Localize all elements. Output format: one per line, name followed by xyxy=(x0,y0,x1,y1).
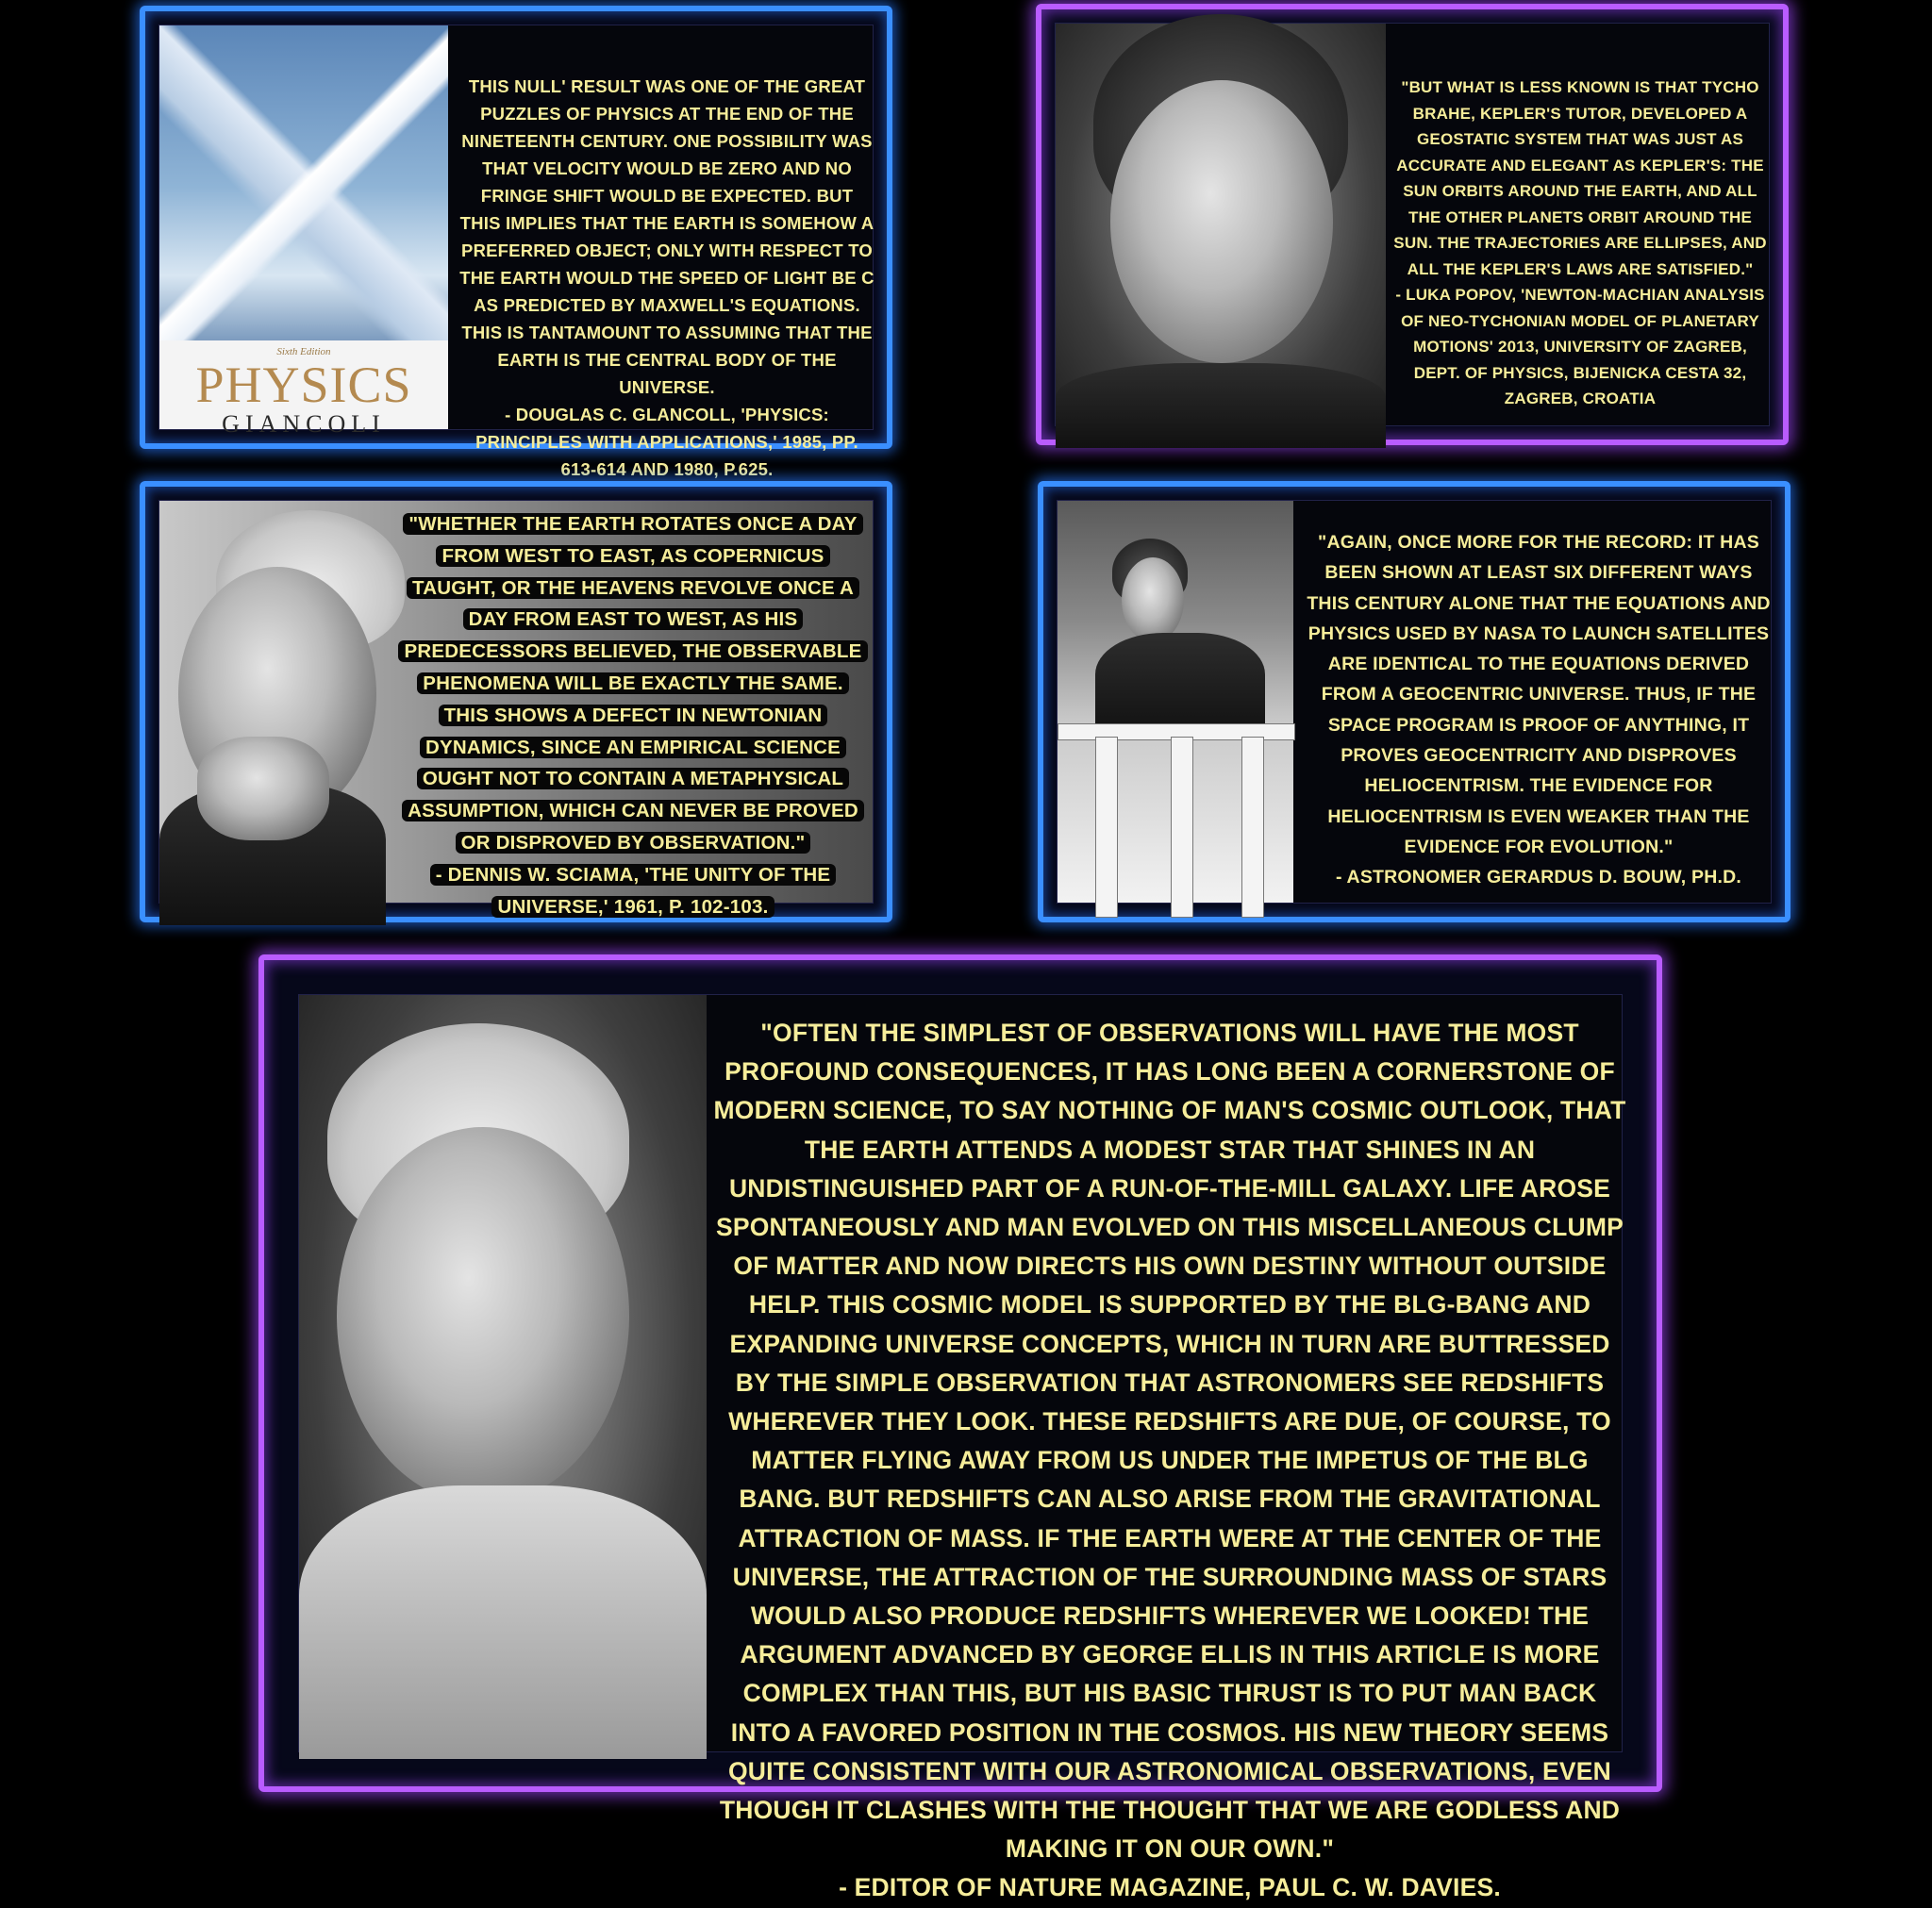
quote-attribution: - DOUGLAS C. GLANCOLL, 'PHYSICS: PRINCIPLES WITH APPLICATIONS,' 1985, PP. 613-614 AND 1980, P.625. xyxy=(475,405,858,479)
portrait-shoulders xyxy=(1056,363,1386,448)
portrait-face xyxy=(1110,80,1333,363)
quote-text-block xyxy=(397,508,869,922)
quote-attribution: - DENNIS W. SCIAMA, 'THE UNITY OF THE UNIVERSE,' 1961, P. 102-103. xyxy=(430,864,837,918)
portrait-face xyxy=(337,1127,629,1504)
portrait-shirt xyxy=(299,1485,707,1759)
quote-text: "WHETHER THE EARTH ROTATES ONCE A DAY FROM WEST TO EAST, AS COPERNICUS TAUGHT, OR THE HEAVENS REVOLVE ONCE A DAY FROM EAST TO WEST, AS HIS PREDECESSORS BELIEVED, THE OBSERVABLE PHENOMENA WILL BE EXACTLY THE SAME. THIS SHOWS A DEFECT IN NEWTONIAN DYNAMICS, SINCE AN EMPIRICAL SCIENCE OUGHT NOT TO CONTAIN A METAPHYSICAL ASSUMPTION, WHICH CAN NEVER BE PROVED OR DISPROVED BY OBSERVATION." xyxy=(398,513,867,854)
quote-card-popov xyxy=(1036,4,1789,445)
quote-card-davies xyxy=(258,954,1662,1902)
quote-card-sciama xyxy=(140,481,892,922)
quote-attribution: - ASTRONOMER GERARDUS D. BOUW, PH.D. xyxy=(1335,867,1742,888)
bouw-portrait xyxy=(1058,501,1293,903)
card-inner xyxy=(158,25,874,479)
quote-card-giancoli xyxy=(140,6,892,479)
card-inner xyxy=(1057,500,1772,904)
quote-text-block xyxy=(1303,527,1774,893)
quote-text-block xyxy=(459,73,874,483)
book-author: GIANCOLI xyxy=(222,410,386,438)
portrait-face xyxy=(1122,557,1184,642)
physics-book-cover xyxy=(159,25,448,438)
quote-text-block xyxy=(712,1014,1627,1908)
book-edition: Sixth Edition xyxy=(276,346,331,357)
porch-post xyxy=(1095,737,1118,918)
quote-card-bouw xyxy=(1038,481,1790,922)
quote-attribution: - LUKA POPOV, 'NEWTON-MACHIAN ANALYSIS OF NEO-TYCHONIAN MODEL OF PLANETARY MOTIONS' 2013, UNIVERSITY OF ZAGREB, DEPT. OF PHYSICS, BIJENICKA CESTA 32, ZAGREB, CROATIA xyxy=(1395,286,1765,407)
book-title: PHYSICS xyxy=(195,357,412,413)
porch-post xyxy=(1241,737,1264,918)
quote-text: "BUT WHAT IS LESS KNOWN IS THAT TYCHO BRAHE, KEPLER'S TUTOR, DEVELOPED A GEOSTATIC SYSTEM THAT WAS JUST AS ACCURATE AND ELEGANT AS KEPLER'S: THE SUN ORBITS AROUND THE EARTH, AND ALL THE OTHER PLANETS ORBIT AROUND THE SUN. THE TRAJECTORIES ARE ELLIPSES, AND ALL THE KEPLER'S LAWS ARE SATISFIED." xyxy=(1393,78,1767,278)
popov-portrait xyxy=(1056,24,1386,425)
quote-text-block xyxy=(1391,75,1769,412)
portrait-body xyxy=(1095,633,1265,737)
card-inner xyxy=(158,500,874,918)
mountain-image xyxy=(159,25,448,340)
card-inner xyxy=(298,994,1626,1902)
quote-attribution: - EDITOR OF NATURE MAGAZINE, PAUL C. W. DAVIES. xyxy=(839,1873,1501,1902)
quote-text: "OFTEN THE SIMPLEST OF OBSERVATIONS WILL HAVE THE MOST PROFOUND CONSEQUENCES, IT HAS LONG BEEN A CORNERSTONE OF MODERN SCIENCE, TO SAY NOTHING OF MAN'S COSMIC OUTLOOK, THAT THE EARTH ATTENDS A MODEST STAR THAT SHINES IN AN UNDISTINGUISHED PART OF A RUN-OF-THE-MILL GALAXY. LIFE AROSE SPONTANEOUSLY AND MAN EVOLVED ON THIS MISCELLANEOUS CLUMP OF MATTER AND NOW DIRECTS HIS OWN DESTINY WITHOUT OUTSIDE HELP. THIS COSMIC MODEL IS SUPPORTED BY THE BLG-BANG AND EXPANDING UNIVERSE CONCEPTS, WHICH IN TURN ARE BUTTRESSED BY THE SIMPLE OBSERVATION THAT ASTRONOMERS SEE REDSHIFTS WHEREVER THEY LOOK. THESE REDSHIFTS ARE DUE, OF COURSE, TO MATTER FLYING AWAY FROM US UNDER THE IMPETUS OF THE BLG BANG. BUT REDSHIFTS CAN ALSO ARISE FROM THE GRAVITATIONAL ATTRACTION OF MASS. IF THE EARTH WERE AT THE CENTER OF THE UNIVERSE, THE ATTRACTION OF THE SURROUNDING MASS OF STARS WOULD ALSO PRODUCE REDSHIFTS WHEREVER WE LOOKED! THE ARGUMENT ADVANCED BY GEORGE ELLIS IN THIS ARTICLE IS MORE COMPLEX THAN THIS, BUT HIS BASIC THRUST IS TO PUT MAN BACK INTO A FAVORED POSITION IN THE COSMOS. HIS NEW THEORY SEEMS QUITE CONSISTENT WITH OUR ASTRONOMICAL OBSERVATIONS, EVEN THOUGH IT CLASHES WITH THE THOUGHT THAT WE ARE GODLESS AND MAKING IT ON OUR OWN." xyxy=(713,1019,1626,1864)
davies-portrait xyxy=(299,995,707,1751)
portrait-hand xyxy=(197,737,329,840)
quote-text: "AGAIN, ONCE MORE FOR THE RECORD: IT HAS BEEN SHOWN AT LEAST SIX DIFFERENT WAYS THIS CENTURY ALONE THAT THE EQUATIONS AND PHYSICS USED BY NASA TO LAUNCH SATELLITES ARE IDENTICAL TO THE EQUATIONS DERIVED FROM A GEOCENTRIC UNIVERSE. THUS, IF THE SPACE PROGRAM IS PROOF OF ANYTHING, IT PROVES GEOCENTRICITY AND DISPROVES HELIOCENTRISM. THE EVIDENCE FOR HELIOCENTRISM IS EVEN WEAKER THAN THE EVIDENCE FOR EVOLUTION." xyxy=(1307,532,1771,857)
card-inner xyxy=(1055,23,1770,426)
quote-text: THIS NULL' RESULT WAS ONE OF THE GREAT PUZZLES OF PHYSICS AT THE END OF THE NINETEENTH CENTURY. ONE POSSIBILITY WAS THAT VELOCITY WOULD BE ZERO AND NO FRINGE SHIFT WOULD BE EXPECTED. BUT THIS IMPLIES THAT THE EARTH IS SOMEHOW A PREFERRED OBJECT; ONLY WITH RESPECT TO THE EARTH WOULD THE SPEED OF LIGHT BE C AS PREDICTED BY MAXWELL'S EQUATIONS. THIS IS TANTAMOUNT TO ASSUMING THAT THE EARTH IS THE CENTRAL BODY OF THE UNIVERSE. xyxy=(459,76,874,397)
porch-post xyxy=(1171,737,1193,918)
